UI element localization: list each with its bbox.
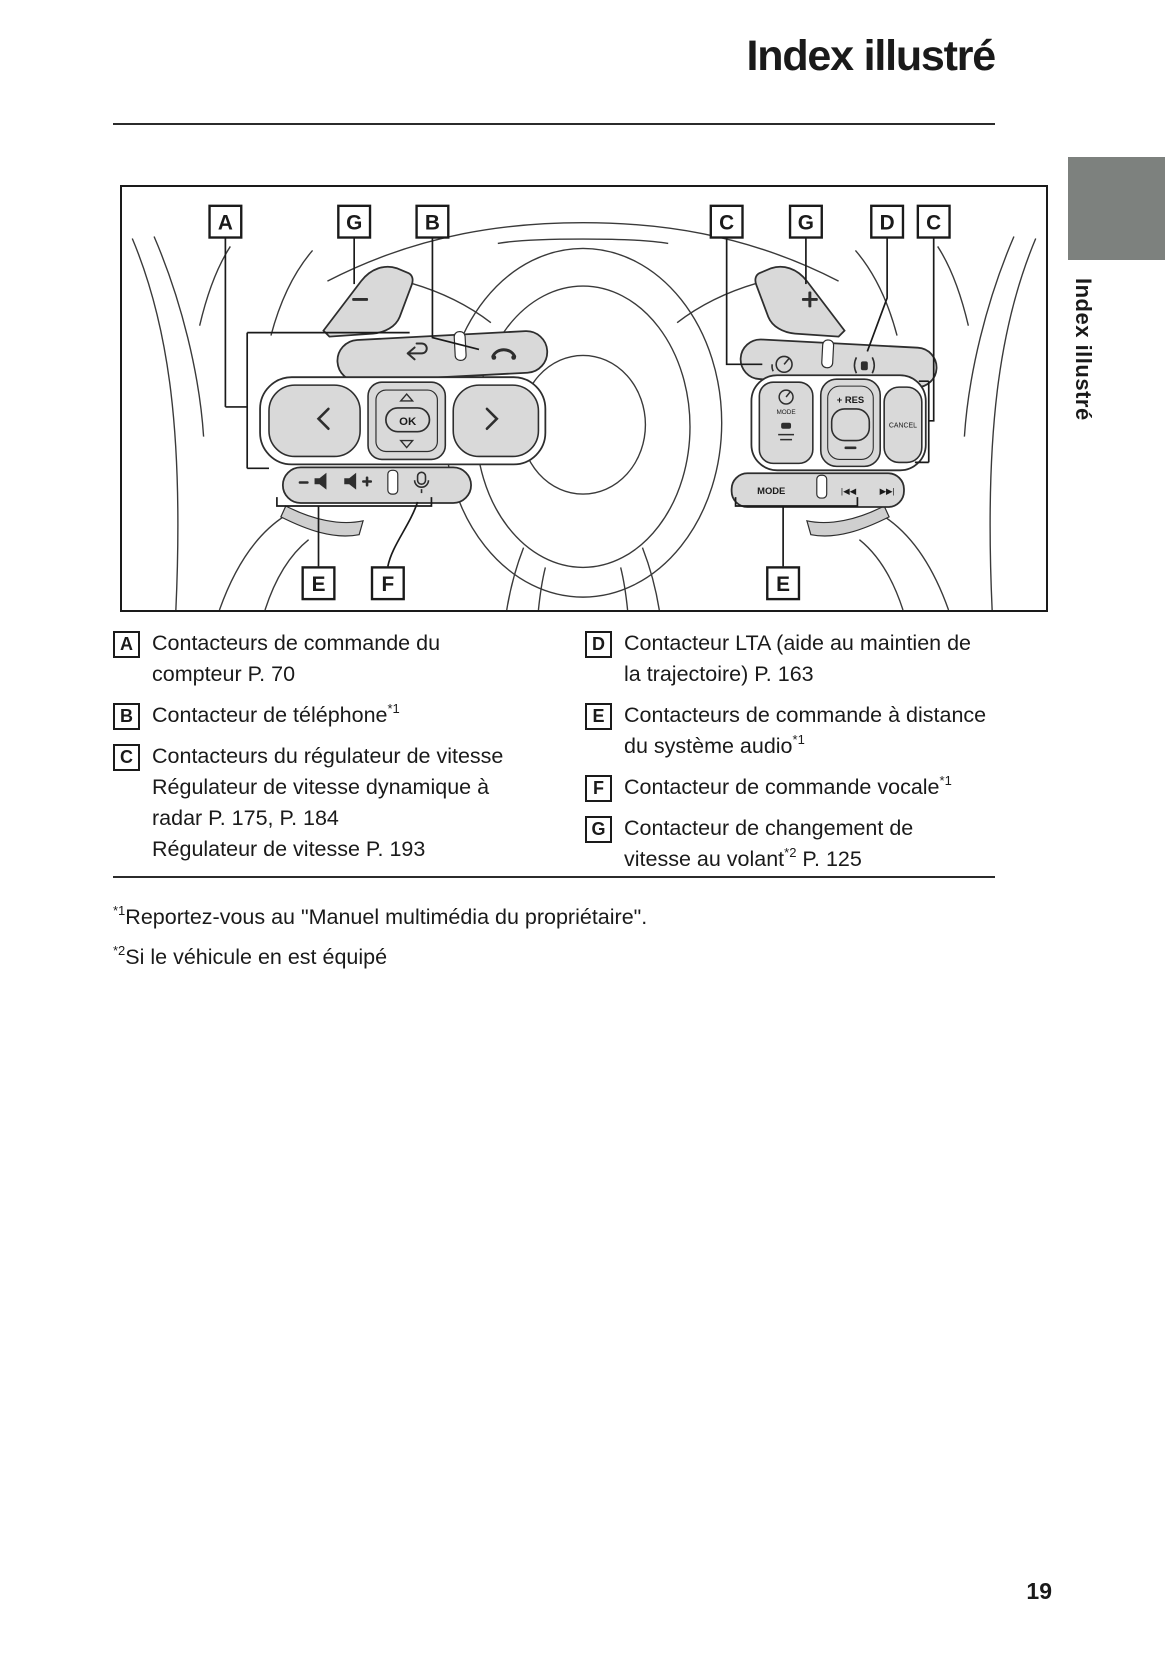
left-button-cluster [260, 327, 548, 503]
callout-key-a: A [113, 631, 140, 658]
lower-spoke-trims [281, 506, 889, 536]
previous-track-icon: |◀◀ [840, 486, 857, 497]
downshift-paddle[interactable] [323, 267, 412, 337]
set-minus-icon [845, 447, 857, 450]
callout-box-e-right [767, 567, 799, 599]
callout-key-d: D [585, 631, 612, 658]
callout-key-g: G [585, 816, 612, 843]
footnote-2: $^{*2}$Si le véhicule en est équipé [113, 942, 388, 969]
legend-text-e: Contacteurs de commande à distance du système audio$^{*1}$ [624, 703, 987, 758]
legend-column-right [585, 628, 1015, 885]
legend-text-c: Contacteurs du régulateur de vitesse Régulateur de vitesse dynamique à radar P. 175, P. 184 Régulateur de vitesse P. 193 [152, 744, 504, 861]
back-phone-button-row[interactable] [336, 330, 548, 383]
cancel-label: CANCEL [888, 422, 918, 430]
legend-item-a [113, 628, 565, 690]
legend-item-b [113, 700, 565, 731]
svg-text:C: C [719, 211, 735, 235]
svg-text:E: E [311, 573, 326, 597]
legend-text-f: Contacteur de commande vocale$^{*1}$ [624, 772, 952, 799]
next-track-icon: ▶▶| [879, 486, 895, 497]
callout-key-f: F [585, 775, 612, 802]
svg-text:A: A [217, 211, 233, 235]
legend-item-e [585, 700, 1015, 762]
steering-wheel-figure [120, 185, 1048, 612]
legend-text-d: Contacteur LTA (aide au maintien de la trajectoire) P. 163 [624, 631, 971, 686]
mode-label: MODE [757, 485, 786, 497]
legend-item-f [585, 772, 1015, 803]
svg-text:F: F [381, 573, 395, 597]
legend-text-g: Contacteur de changement de vitesse au volant$^{*2}$ P. 125 [624, 816, 914, 871]
steering-wheel-illustration [122, 187, 1046, 610]
sidebar-section-label: Index illustré [1071, 278, 1096, 421]
svg-text:B: B [424, 211, 440, 235]
footnote-1: $^{*1}$Reportez-vous au "Manuel multimédia du propriétaire". [113, 902, 648, 929]
svg-text:G: G [346, 211, 363, 235]
legend-item-g [585, 813, 1015, 875]
callout-key-e: E [585, 703, 612, 730]
callout-key-b: B [113, 703, 140, 730]
footnote-divider [113, 876, 995, 878]
page-number: 19 [1026, 1578, 1052, 1604]
svg-text:D: D [879, 211, 895, 235]
arrow-left-button[interactable] [269, 385, 360, 456]
legend [113, 628, 1015, 885]
section-tab [1068, 157, 1165, 260]
callout-box-g-left [338, 206, 370, 238]
callout-box-a [210, 206, 242, 238]
minus-sign-icon [352, 298, 368, 301]
callout-box-d [871, 206, 903, 238]
svg-text:C: C [926, 211, 942, 235]
legend-text-b: Contacteur de téléphone$^{*1}$ [152, 700, 400, 727]
footnotes [113, 902, 648, 985]
callout-box-e-left [303, 567, 335, 599]
mode-small-label: MODE [776, 408, 796, 416]
callout-box-g-right [790, 206, 822, 238]
callout-box-f [372, 567, 404, 599]
ok-button-label: OK [399, 415, 417, 428]
callout-box-c-left [711, 206, 743, 238]
svg-text:G: G [797, 211, 814, 235]
page-title: Index illustré [746, 32, 995, 80]
title-divider [113, 123, 995, 125]
svg-text:E: E [776, 573, 791, 597]
callout-key-c: C [113, 744, 140, 771]
legend-item-c [113, 741, 565, 865]
res-label: + RES [836, 393, 865, 405]
callout-box-c-right [918, 206, 950, 238]
legend-column-left [113, 628, 565, 885]
callout-box-b [417, 206, 449, 238]
right-button-cluster [732, 335, 938, 506]
legend-text-a: Contacteurs de commande du compteur P. 70 [152, 631, 441, 686]
legend-item-d [585, 628, 1015, 690]
volume-voice-button-row[interactable] [283, 467, 471, 503]
